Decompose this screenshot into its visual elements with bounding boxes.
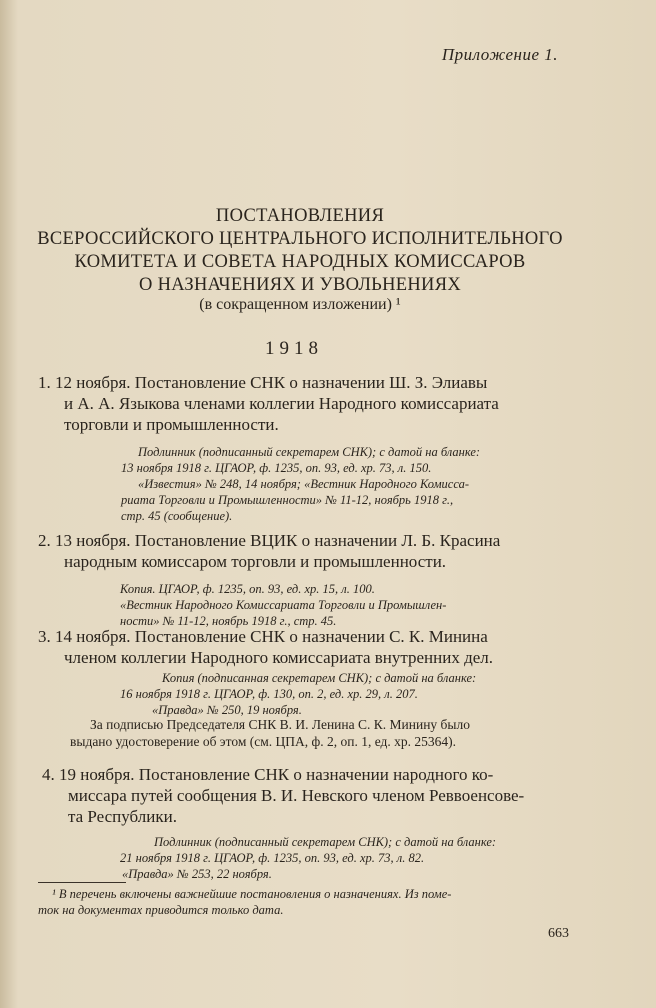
entry-line: та Республики. bbox=[68, 807, 177, 826]
title-line: ПОСТАНОВЛЕНИЯ bbox=[215, 206, 385, 226]
entry-line: миссара путей сообщения В. И. Невского членом Реввоенсове- bbox=[68, 786, 525, 805]
source-line: стр. 45 (сообщение). bbox=[121, 509, 233, 523]
note-line: За подписью Председателя СНК В. И. Ленина С. К. Минину было bbox=[90, 717, 470, 732]
source-line: Копия. ЦГАОР, ф. 1235, оп. 93, ед. хр. 15, л. 100. bbox=[120, 582, 375, 596]
entry-line: и А. А. Языкова членами коллегии Народного комиссариата bbox=[64, 394, 499, 413]
decree-entry-3 bbox=[38, 626, 556, 718]
footnote-divider bbox=[38, 882, 126, 883]
title-line: О НАЗНАЧЕНИЯХ И УВОЛЬНЕНИЯХ bbox=[138, 275, 461, 295]
entry-line: членом коллегии Народного комиссариата внутренних дел. bbox=[64, 648, 494, 667]
source-line: риата Торговли и Промышленности» № 11-12, ноябрь 1918 г., bbox=[121, 493, 454, 507]
document-title bbox=[0, 205, 600, 297]
title-subtitle: (в сокращенном изложении) ¹ bbox=[199, 296, 401, 313]
entry-line: 4. 19 ноября. Постановление СНК о назначении народного ко- bbox=[42, 765, 494, 784]
entry-line: 2. 13 ноября. Постановление ВЦИК о назначении Л. Б. Красина bbox=[38, 531, 501, 550]
year-heading: 1918 bbox=[265, 338, 323, 359]
source-line: Подлинник (подписанный секретарем СНК); с датой на бланке: bbox=[138, 445, 481, 459]
entry-3-note bbox=[70, 716, 470, 750]
entry-line: торговли и промышленности. bbox=[64, 415, 279, 434]
source-line: «Известия» № 248, 14 ноября; «Вестник Народного Комисса- bbox=[138, 477, 469, 491]
source-line: «Правда» № 250, 19 ноября. bbox=[152, 703, 302, 717]
source-line: 21 ноября 1918 г. ЦГАОР, ф. 1235, оп. 93, ед. хр. 73, л. 82. bbox=[120, 851, 425, 865]
entry-line: 1. 12 ноября. Постановление СНК о назначении Ш. З. Элиавы bbox=[38, 373, 488, 392]
source-line: «Вестник Народного Комиссариата Торговли и Промышлен- bbox=[120, 598, 447, 612]
appendix-label: Приложение 1. bbox=[441, 45, 558, 64]
footnote-line: ток на документах приводится только дата. bbox=[38, 903, 284, 917]
decree-entry-1 bbox=[38, 372, 556, 524]
source-line: Подлинник (подписанный секретарем СНК); с датой на бланке: bbox=[154, 835, 497, 849]
decree-entry-2 bbox=[38, 530, 556, 629]
entry-line: народным комиссаром торговли и промышленности. bbox=[64, 552, 447, 571]
source-line: Копия (подписанная секретарем СНК); с датой на бланке: bbox=[162, 671, 477, 685]
source-line: «Правда» № 253, 22 ноября. bbox=[122, 867, 272, 881]
source-line: 13 ноября 1918 г. ЦГАОР, ф. 1235, оп. 93, ед. хр. 73, л. 150. bbox=[121, 461, 432, 475]
footnote bbox=[38, 886, 451, 918]
title-line: ВСЕРОССИЙСКОГО ЦЕНТРАЛЬНОГО ИСПОЛНИТЕЛЬНОГО bbox=[37, 229, 563, 249]
note-line: выдано удостоверение об этом (см. ЦПА, ф. 2, оп. 1, ед. хр. 25364). bbox=[70, 734, 457, 749]
page-number: 663 bbox=[548, 926, 569, 941]
footnote-line: ¹ В перечень включены важнейшие постановления о назначениях. Из поме- bbox=[52, 887, 452, 901]
decree-entry-4 bbox=[42, 764, 560, 882]
source-line: 16 ноября 1918 г. ЦГАОР, ф. 130, оп. 2, ед. хр. 29, л. 207. bbox=[120, 687, 418, 701]
source-line: ности» № 11-12, ноябрь 1918 г., стр. 45. bbox=[120, 614, 337, 628]
entry-line: 3. 14 ноября. Постановление СНК о назначении С. К. Минина bbox=[38, 627, 488, 646]
title-line: КОМИТЕТА И СОВЕТА НАРОДНЫХ КОМИССАРОВ bbox=[74, 252, 526, 272]
